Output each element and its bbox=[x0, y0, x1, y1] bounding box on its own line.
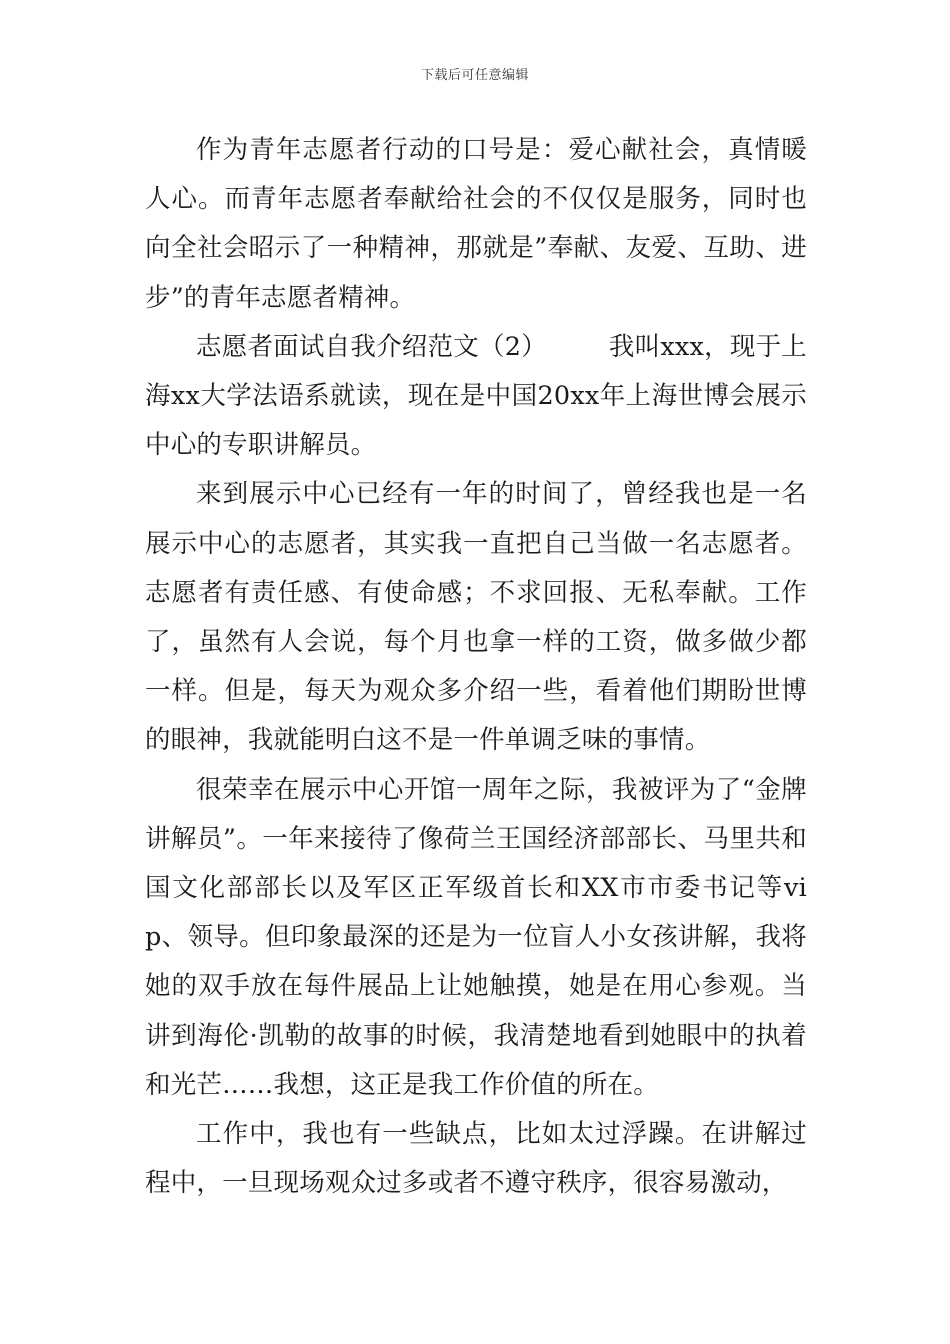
paragraph-slogan bbox=[145, 126, 807, 323]
header-note: 下载后可任意编辑 bbox=[420, 68, 529, 83]
paragraph-experience bbox=[145, 470, 807, 765]
paragraph-shortcomings bbox=[145, 1110, 807, 1208]
paragraph-text: 工作中，我也有一些缺点，比如太过浮躁。在讲解过程中，一旦现场观众过多或者不遵守秩序，很容易激动， bbox=[145, 1119, 807, 1199]
paragraph-text: 作为青年志愿者行动的口号是：爱心献社会，真情暖人心。而青年志愿者奉献给社会的不仅仅是服务，同时也向全社会昭示了一种精神，那就是”奉献、友爱、互助、进步”的青年志愿者精神。 bbox=[145, 135, 807, 313]
paragraph-text: 我叫xxx，现于上海xx大学法语系就读，现在是中国20xx年上海世博会展示中心的专职讲解员。 bbox=[145, 331, 807, 461]
section-heading: 志愿者面试自我介绍范文（2） bbox=[196, 331, 547, 362]
paragraph-text: 很荣幸在展示中心开馆一周年之际，我被评为了“金牌讲解员”。一年来接待了像荷兰王国经济部部长、马里共和国文化部部长以及军区正军级首长和XX市市委书记等vip、领导。但印象最深的还是为一位盲人小女孩讲解，我将她的双手放在每件展品上让她触摸，她是在用心参观。当讲到海伦·凯勒的故事的时候，我清楚地看到她眼中的执着和光芒……我想，这正是我工作价值的所在。 bbox=[145, 774, 807, 1100]
paragraph-honor bbox=[145, 766, 807, 1110]
paragraph-intro bbox=[145, 323, 807, 471]
paragraph-text: 来到展示中心已经有一年的时间了，曾经我也是一名展示中心的志愿者，其实我一直把自己当做一名志愿者。志愿者有责任感、有使命感；不求回报、无私奉献。工作了，虽然有人会说，每个月也拿一样的工资，做多做少都一样。但是，每天为观众多介绍一些，看着他们期盼世博的眼神，我就能明白这不是一件单调乏味的事情。 bbox=[145, 479, 807, 756]
document-body bbox=[145, 126, 807, 1208]
